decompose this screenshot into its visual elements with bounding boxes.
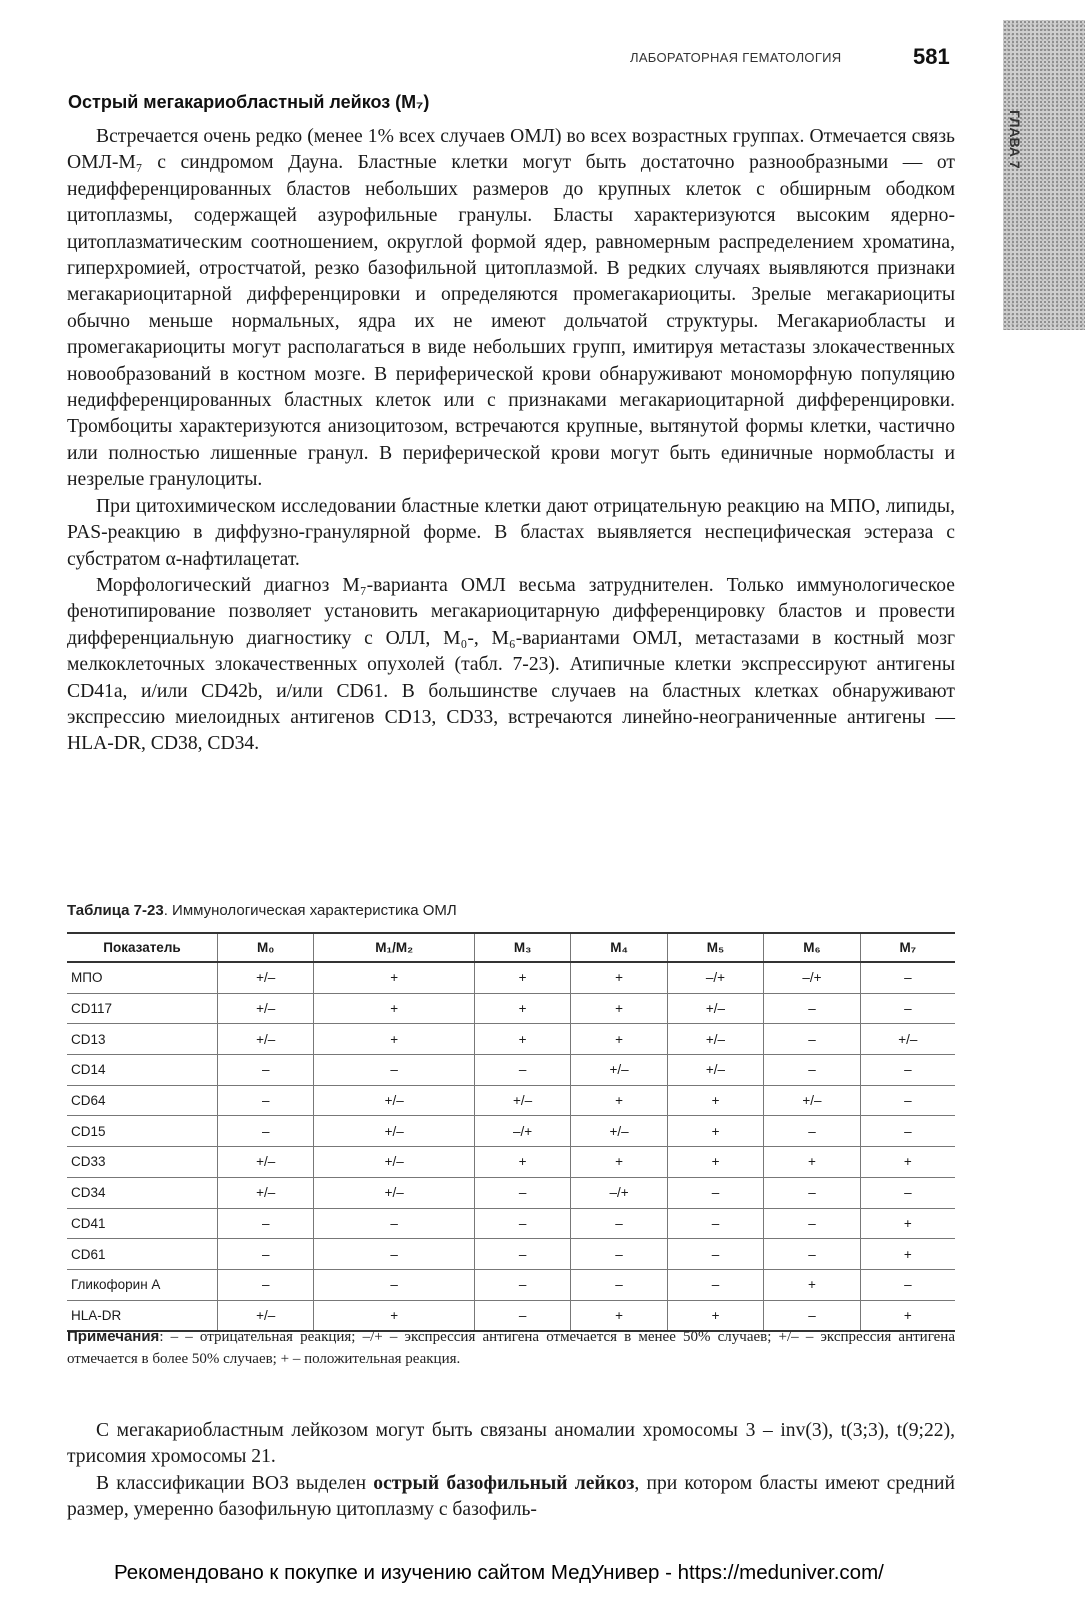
column-header: M₃ <box>474 933 570 962</box>
table-cell: – <box>474 1055 570 1086</box>
column-header: Показатель <box>67 933 218 962</box>
table-cell: + <box>667 1116 763 1147</box>
table-cell: – <box>218 1269 314 1300</box>
table-row <box>67 1116 955 1147</box>
table-cell: + <box>571 1147 667 1178</box>
column-header: M₁/M₂ <box>314 933 474 962</box>
row-label: CD13 <box>67 1024 218 1055</box>
table-cell: + <box>474 993 570 1024</box>
column-header: M₅ <box>667 933 763 962</box>
table-cell: +/– <box>764 1085 860 1116</box>
row-label: CD117 <box>67 993 218 1024</box>
table-cell: +/– <box>218 962 314 993</box>
table-cell: +/– <box>314 1177 474 1208</box>
table-cell: – <box>314 1055 474 1086</box>
table-cell: – <box>474 1177 570 1208</box>
table-row <box>67 962 955 993</box>
section-title: Острый мегакариобластный лейкоз (M₇) <box>68 92 430 112</box>
table-cell: – <box>860 1177 955 1208</box>
chapter-label: ГЛАВА 7 <box>1007 110 1023 169</box>
table-cell: – <box>860 962 955 993</box>
table-cell: + <box>667 1300 763 1331</box>
text-run: , при котором бласты имеют средний размер, умеренно базофильную цитоплазму с базофиль- <box>67 1472 956 1521</box>
footer-watermark: Рекомендовано к покупке и изучению сайтом МедУнивер - https://meduniver.com/ <box>114 1561 884 1584</box>
table-cell: + <box>474 1147 570 1178</box>
table-row <box>67 1024 955 1055</box>
row-label: HLA-DR <box>67 1300 218 1331</box>
table-cell: – <box>218 1239 314 1270</box>
chapter-side-tab <box>1003 20 1085 330</box>
table-row <box>67 993 955 1024</box>
table-row <box>67 1177 955 1208</box>
table-cell: – <box>860 993 955 1024</box>
table-cell: –/+ <box>571 1177 667 1208</box>
running-title: ЛАБОРАТОРНАЯ ГЕМАТОЛОГИЯ <box>630 50 842 65</box>
row-label: Гликофорин А <box>67 1269 218 1300</box>
table-cell: + <box>474 962 570 993</box>
table-cell: +/– <box>667 1024 763 1055</box>
table-cell: – <box>764 1116 860 1147</box>
table-cell: – <box>764 1208 860 1239</box>
row-label: CD15 <box>67 1116 218 1147</box>
table-cell: +/– <box>314 1085 474 1116</box>
table-cell: – <box>218 1208 314 1239</box>
table-cell: – <box>314 1239 474 1270</box>
table-notes <box>67 1326 955 1370</box>
table-cell: –/+ <box>474 1116 570 1147</box>
row-label: МПО <box>67 962 218 993</box>
column-header: M₇ <box>860 933 955 962</box>
table-header-row <box>67 933 955 962</box>
table-caption <box>67 902 457 919</box>
table-cell: – <box>764 1024 860 1055</box>
table-cell: + <box>571 1085 667 1116</box>
table-cell: – <box>218 1055 314 1086</box>
table-cell: – <box>571 1208 667 1239</box>
column-header: M₄ <box>571 933 667 962</box>
table-cell: –/+ <box>764 962 860 993</box>
table-cell: – <box>218 1116 314 1147</box>
table-cell: – <box>667 1208 763 1239</box>
table-cell: +/– <box>314 1116 474 1147</box>
table-cell: + <box>667 1085 763 1116</box>
immunology-table <box>67 932 955 1332</box>
row-label: CD14 <box>67 1055 218 1086</box>
table-cell: – <box>764 1177 860 1208</box>
table-cell: – <box>860 1116 955 1147</box>
table-cell: – <box>764 993 860 1024</box>
table-cell: – <box>667 1239 763 1270</box>
table-cell: +/– <box>218 1300 314 1331</box>
table-row <box>67 1208 955 1239</box>
table-cell: – <box>314 1208 474 1239</box>
table-cell: + <box>571 962 667 993</box>
table-cell: + <box>860 1239 955 1270</box>
row-label: CD34 <box>67 1177 218 1208</box>
table-cell: + <box>860 1147 955 1178</box>
row-label: CD33 <box>67 1147 218 1178</box>
table-cell: – <box>667 1177 763 1208</box>
table-cell: +/– <box>218 1177 314 1208</box>
table-cell: – <box>667 1269 763 1300</box>
table-cell: +/– <box>218 993 314 1024</box>
table-cell: + <box>764 1147 860 1178</box>
row-label: CD61 <box>67 1239 218 1270</box>
table-cell: – <box>571 1269 667 1300</box>
table-cell: – <box>474 1239 570 1270</box>
table-row <box>67 1085 955 1116</box>
table-cell: – <box>474 1269 570 1300</box>
table-cell: + <box>314 993 474 1024</box>
table-cell: +/– <box>314 1147 474 1178</box>
table-cell: – <box>314 1269 474 1300</box>
table-cell: – <box>571 1239 667 1270</box>
text-run: В классификации ВОЗ выделен <box>96 1472 374 1494</box>
table-cell: +/– <box>218 1024 314 1055</box>
notes-text: : – – отрицательная реакция; –/+ – экспрессия антигена отмечается в менее 50% случаев; +/– – экспрессия антигена отмечается в более 50% случаев; + – положительная реакция. <box>67 1329 955 1367</box>
table-cell: – <box>764 1300 860 1331</box>
table-cell: + <box>860 1208 955 1239</box>
table-cell: – <box>860 1055 955 1086</box>
table-cell: + <box>314 962 474 993</box>
paragraph: Морфологический диагноз М₇-варианта ОМЛ весьма затруднителен. Только иммунологическое фенотипирование позволяет установить мегакариоцитарную дифференцировку бластов и провести дифференциальную диагностику с ОЛЛ, М₀-, М₆-вариантами ОМЛ, метастазами в костный мозг мелкоклеточных злокачественных опухолей (табл. 7-23). Атипичные клетки экспрессируют антигены CD41a, и/или CD42b, и/или CD61. В большинстве случаев на бластных клетках обнаруживают экспрессию миелоидных антигенов CD13, CD33, встречаются линейно-неограниченные антигены — HLA-DR, CD38, CD34. <box>67 574 955 755</box>
paragraph: С мегакариобластным лейкозом могут быть связаны аномалии хромосомы 3 – inv(3), t(3;3), t(9;22), трисомия хромосомы 21. <box>67 1420 955 1468</box>
page-number: 581 <box>913 44 950 69</box>
table-row <box>67 1055 955 1086</box>
table-cell: – <box>218 1085 314 1116</box>
column-header: M₀ <box>218 933 314 962</box>
table-cell: – <box>764 1239 860 1270</box>
table-cell: +/– <box>474 1085 570 1116</box>
paragraph: При цитохимическом исследовании бластные клетки дают отрицательную реакцию на МПО, липиды, PAS-реакцию в диффузно-гранулярной форме. В бластах выявляется неспецифическая эстераза с субстратом α-нафтилацетат. <box>67 495 955 570</box>
table-cell: + <box>314 1024 474 1055</box>
table-row <box>67 1269 955 1300</box>
table-cell: – <box>474 1300 570 1331</box>
table-cell: + <box>667 1147 763 1178</box>
table-cell: – <box>860 1269 955 1300</box>
table-cell: + <box>571 1024 667 1055</box>
table-row <box>67 1239 955 1270</box>
table-cell: +/– <box>218 1147 314 1178</box>
table-cell: + <box>314 1300 474 1331</box>
table-cell: – <box>474 1208 570 1239</box>
table-row <box>67 1147 955 1178</box>
table-cell: + <box>860 1300 955 1331</box>
table-cell: + <box>571 1300 667 1331</box>
table-cell: +/– <box>667 1055 763 1086</box>
table-caption-label: Таблица 7-23 <box>67 902 164 919</box>
paragraph: Встречается очень редко (менее 1% всех случаев ОМЛ) во всех возрастных группах. Отмечается связь ОМЛ-М₇ с синдромом Дауна. Бластные клетки могут быть достаточно разнообразными — от недифференцированных бластов небольших размеров до крупных клеток с обширным ободком цитоплазмы, содержащей азурофильные гранулы. Бласты характеризуются высоким ядерно-цитоплазматическим соотношением, округлой формой ядер, равномерным распределением хроматина, гиперхромией, отростчатой, резко базофильной цитоплазмой. В редких случаях выявляются признаки мегакариоцитарной дифференцировки и определяются промегакариоциты. Зрелые мегакариоциты обычно меньше нормальных, ядра их не имеют дольчатой структуры. Мегакариобласты и промегакариоциты могут располагаться в виде небольших групп, имитируя метастазы злокачественных новообразований в костном мозге. В периферической крови обнаруживают мономорфную популяцию недифференцированных бластных клеток или с признаками мегакариоцитарной дифференцировки. Тромбоциты характеризуются анизоцитозом, встречаются крупные, вытянутой формы клетки, частично или полностью лишенные гранул. В периферической крови могут быть единичные нормобласты и незрелые гранулоциты. <box>67 126 955 491</box>
body-text <box>67 124 955 758</box>
paragraph <box>67 1471 955 1524</box>
row-label: CD41 <box>67 1208 218 1239</box>
column-header: M₆ <box>764 933 860 962</box>
table-cell: +/– <box>667 993 763 1024</box>
body-text-continued <box>67 1418 955 1524</box>
table-cell: – <box>764 1055 860 1086</box>
row-label: CD64 <box>67 1085 218 1116</box>
table-cell: +/– <box>571 1055 667 1086</box>
table-cell: –/+ <box>667 962 763 993</box>
table-cell: +/– <box>571 1116 667 1147</box>
table-cell: – <box>860 1085 955 1116</box>
term-bold: острый базофильный лейкоз <box>373 1472 635 1494</box>
table-caption-text: . Иммунологическая характеристика ОМЛ <box>163 902 457 919</box>
table-cell: + <box>571 993 667 1024</box>
table-cell: + <box>764 1269 860 1300</box>
notes-label: Примечания <box>67 1328 160 1345</box>
table-cell: +/– <box>860 1024 955 1055</box>
table-cell: + <box>474 1024 570 1055</box>
